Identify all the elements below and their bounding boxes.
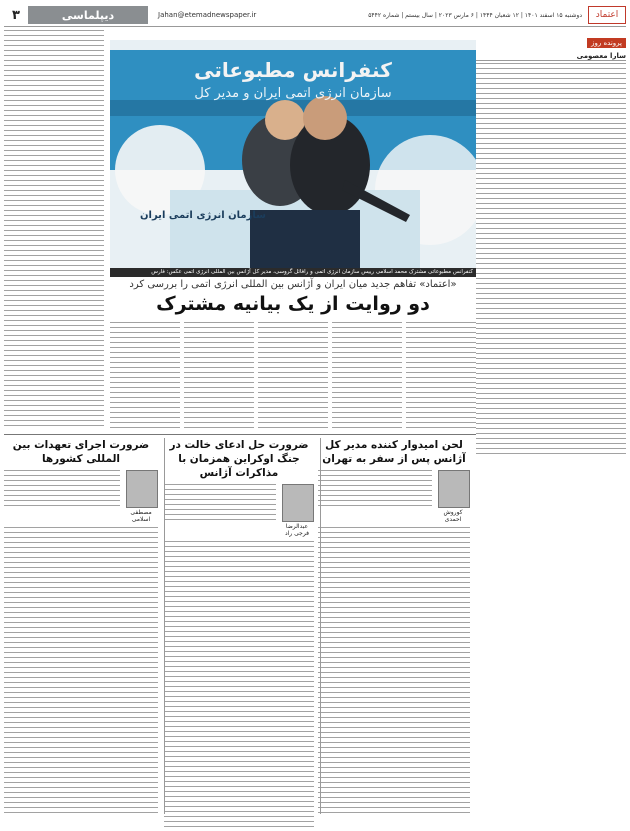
article-3-text — [4, 527, 158, 817]
author-name: عبدالرضا فرجی راد — [284, 523, 310, 537]
text-column — [184, 322, 254, 430]
byline: سارا معصومی — [476, 52, 626, 61]
article-2 — [164, 438, 314, 814]
text-column — [332, 322, 402, 430]
article-3-title[interactable]: ضرورت اجرای تعهدات بین المللی کشورها — [12, 439, 150, 465]
author-photo — [438, 470, 470, 508]
article-2-intro — [164, 484, 276, 524]
newspaper-logo: اعتماد — [588, 6, 626, 24]
author-photo — [126, 470, 158, 508]
banner-subtitle: سازمان انرژی اتمی ایران و مدیر کل — [194, 86, 392, 101]
text-column — [406, 322, 476, 430]
issue-line: دوشنبه ۱۵ اسفند ۱۴۰۱ | ۱۲ شعبان ۱۴۴۴ | ۶ مارس ۲۰۲۳ | سال بیستم | شماره ۵۴۴۲ — [368, 11, 582, 19]
masthead — [4, 4, 626, 27]
column-separator — [320, 438, 321, 814]
article-1-intro — [318, 470, 432, 510]
article-1-text — [318, 527, 470, 817]
section-tag: پرونده روز — [587, 38, 626, 48]
lead-photo — [110, 40, 476, 268]
section-divider — [4, 434, 476, 435]
author-photo — [282, 484, 314, 522]
right-column — [476, 30, 626, 816]
banner-title: کنفرانس مطبوعاتی — [194, 58, 392, 82]
article-3-intro — [4, 470, 120, 510]
left-column — [4, 30, 104, 430]
author-name: کوروش احمدی — [443, 509, 463, 523]
article-2-text — [164, 541, 314, 831]
left-column-text — [4, 30, 104, 428]
section-title: دیپلماسی — [28, 6, 148, 24]
text-column — [258, 322, 328, 430]
article-1 — [318, 438, 470, 814]
page-number: ۳ — [12, 7, 20, 23]
text-column — [110, 322, 180, 430]
email-address[interactable]: Jahan@etemadnewspaper.ir — [158, 11, 257, 19]
column-separator — [164, 438, 165, 814]
photo-caption: کنفرانس مطبوعاتی مشترک محمد اسلامی رییس سازمان انرژی اتمی و رافائل گروسی، مدیر کل آژانس بین المللی انرژی اتمی عکس: فارس — [110, 268, 476, 277]
author-name: مصطفی اسلامی — [130, 509, 152, 523]
right-column-text — [476, 63, 626, 455]
article-2-title[interactable]: ضرورت حل ادعای خالت در جنگ اوکراین همزمان با مذاکرات آژانس — [169, 439, 309, 479]
kicker: «اعتماد» تفاهم جدید میان ایران و آژانس بین المللی انرژی اتمی را بررسی کرد — [129, 279, 457, 290]
org-banner: سازمان انرژی اتمی ایران — [140, 210, 266, 221]
main-story-text — [110, 322, 476, 430]
headline[interactable]: دو روایت از یک بیانیه مشترک — [156, 293, 430, 315]
article-3 — [4, 438, 158, 814]
article-1-title[interactable]: لحن امیدوار کننده مدیر کل آژانس پس از سفر به تهران — [322, 439, 466, 465]
